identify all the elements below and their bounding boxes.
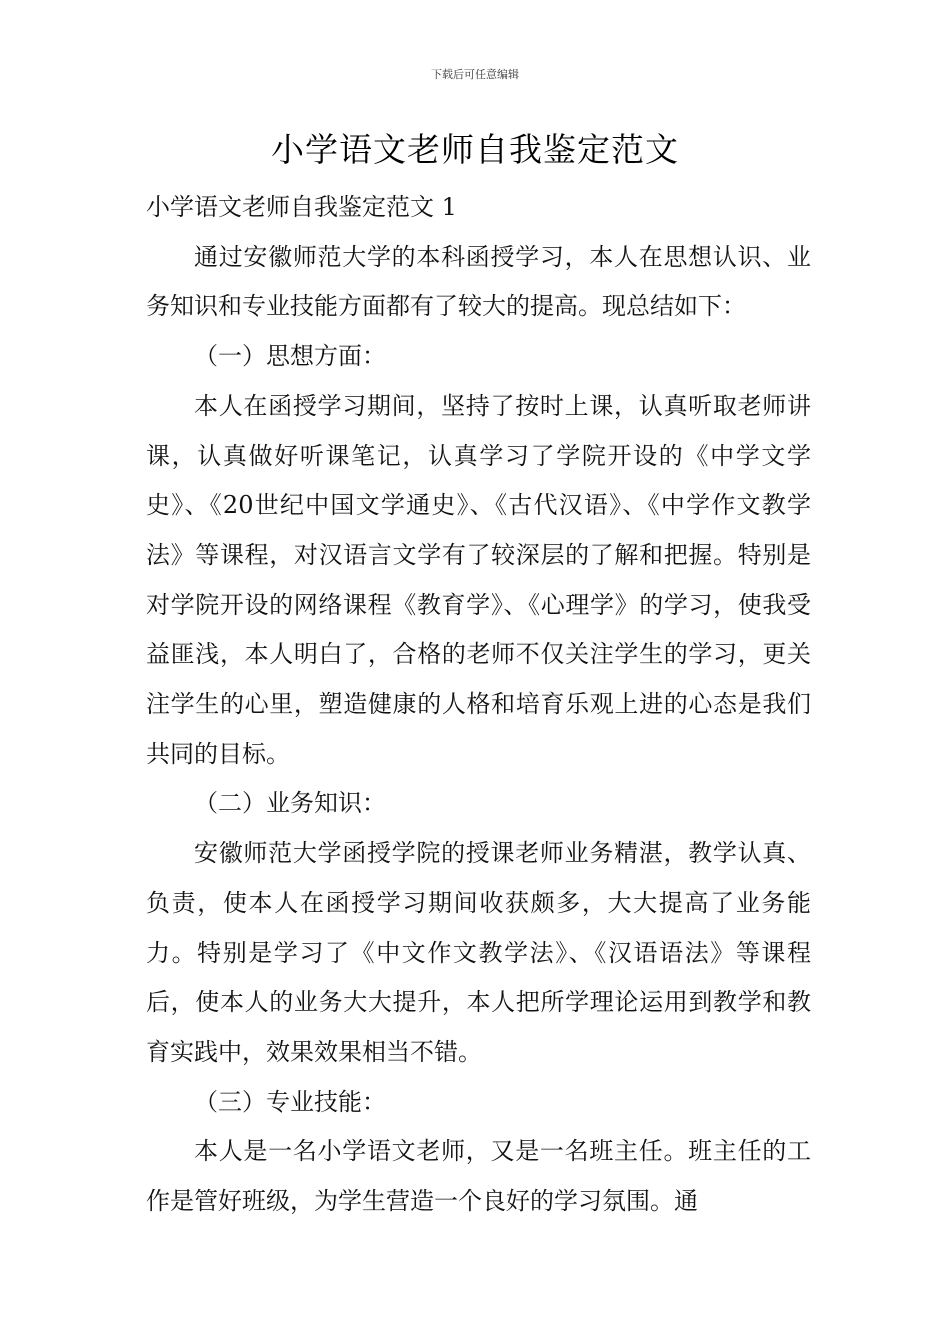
document-title: 小学语文老师自我鉴定范文 — [271, 130, 679, 169]
intro-paragraph: 通过安徽师范大学的本科函授学习，本人在思想认识、业务知识和专业技能方面都有了较大的提高。现总结如下： — [146, 242, 811, 321]
section-heading-skills: （三）专业技能： — [194, 1087, 386, 1116]
document-subtitle: 小学语文老师自我鉴定范文 1 — [146, 193, 457, 221]
header-note: 下载后可任意编辑 — [431, 68, 519, 81]
document-body — [146, 183, 811, 1227]
section-body-thought: 本人在函授学习期间，坚持了按时上课，认真听取老师讲课，认真做好听课笔记，认真学习了学院开设的《中学文学史》、《20世纪中国文学通史》、《古代汉语》、《中学作文教学法》等课程，对汉语言文学有了较深层的了解和把握。特别是对学院开设的网络课程《教育学》、《心理学》的学习，使我受益匪浅，本人明白了，合格的老师不仅关注学生的学习，更关注学生的心里，塑造健康的人格和培育乐观上进的心态是我们共同的目标。 — [146, 391, 811, 768]
section-heading-business: （二）业务知识： — [194, 789, 386, 818]
section-body-business: 安徽师范大学函授学院的授课老师业务精湛，教学认真、负责，使本人在函授学习期间收获颇多，大大提高了业务能力。特别是学习了《中文作文教学法》、《汉语语法》等课程后，使本人的业务大大提升，本人把所学理论运用到教学和教育实践中，效果效果相当不错。 — [146, 839, 811, 1066]
section-body-skills: 本人是一名小学语文老师，又是一名班主任。班主任的工作是管好班级，为学生营造一个良好的学习氛围。通 — [146, 1137, 811, 1216]
section-heading-thought: （一）思想方面： — [194, 342, 386, 371]
